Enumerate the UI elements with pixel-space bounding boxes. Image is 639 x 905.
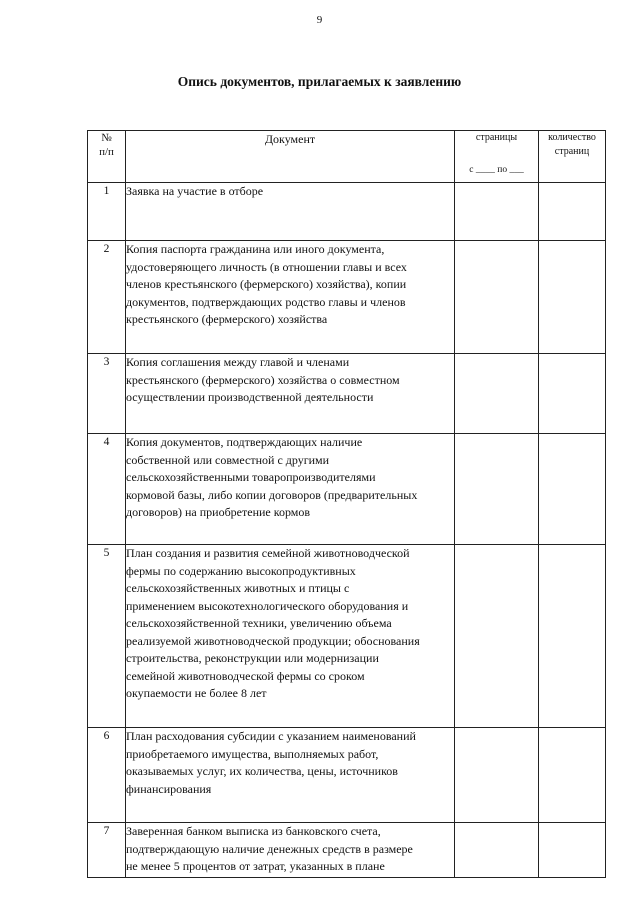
table-header-row <box>88 131 606 183</box>
header-pages <box>455 131 539 183</box>
header-page-count: количество страниц <box>539 131 606 183</box>
row-number: 6 <box>88 728 126 823</box>
header-document: Документ <box>126 131 455 183</box>
page-number: 9 <box>316 14 323 26</box>
row-count-cell <box>539 183 606 241</box>
row-number: 2 <box>88 241 126 354</box>
table-row <box>88 183 606 241</box>
table-row <box>88 434 606 545</box>
row-document: Копия соглашения между главой и членами крестьянского (фермерского) хозяйства о совместном осуществлении производственной деятельности <box>126 354 455 434</box>
row-pages-cell <box>455 183 539 241</box>
row-number: 3 <box>88 354 126 434</box>
row-number: 1 <box>88 183 126 241</box>
row-pages-cell <box>455 434 539 545</box>
row-number: 5 <box>88 545 126 728</box>
row-document: Заверенная банком выписка из банковского счета, подтверждающую наличие денежных средств в размере не менее 5 процентов от затрат, указанных в плане <box>126 823 455 878</box>
row-count-cell <box>539 434 606 545</box>
row-count-cell <box>539 728 606 823</box>
table-row <box>88 354 606 434</box>
row-document: Заявка на участие в отборе <box>126 183 455 241</box>
row-pages-cell <box>455 354 539 434</box>
row-pages-cell <box>455 545 539 728</box>
row-pages-cell <box>455 241 539 354</box>
row-count-cell <box>539 823 606 878</box>
row-document: Копия документов, подтверждающих наличие собственной или совместной с другими сельскохозяйственными товаропроизводителями кормовой базы, либо копии договоров (предварительных договоров) на приобретение кормов <box>126 434 455 545</box>
row-document: План расходования субсидии с указанием наименований приобретаемого имущества, выполняемых работ, оказываемых услуг, их количества, цены, источников финансирования <box>126 728 455 823</box>
row-number: 7 <box>88 823 126 878</box>
row-pages-cell <box>455 823 539 878</box>
page-title: Опись документов, прилагаемых к заявлению <box>177 74 462 89</box>
row-document: Копия паспорта гражданина или иного документа, удостоверяющего личность (в отношении главы и всех членов крестьянского (фермерского) хозяйства), копии документов, подтверждающих родство главы и членов крестьянского (фермерского) хозяйства <box>126 241 455 354</box>
row-count-cell <box>539 241 606 354</box>
row-document: План создания и развития семейной животноводческой фермы по содержанию высокопродуктивных сельскохозяйственных животных и птицы с применением высокотехнологического оборудования и сельскохозяйственной техники, увеличению объема реализуемой животноводческой продукции; обоснования строительства, реконструкции или модернизации семейной животноводческой фермы со сроком окупаемости не более 8 лет <box>126 545 455 728</box>
row-number: 4 <box>88 434 126 545</box>
row-count-cell <box>539 354 606 434</box>
table-row <box>88 241 606 354</box>
header-pages-label: страницы <box>475 132 518 143</box>
row-count-cell <box>539 545 606 728</box>
table-row <box>88 728 606 823</box>
table-row <box>88 823 606 878</box>
row-pages-cell <box>455 728 539 823</box>
documents-table <box>87 130 606 878</box>
header-pages-range: с ____ по ___ <box>469 165 524 175</box>
header-number: № п/п <box>88 131 126 183</box>
table-row <box>88 545 606 728</box>
